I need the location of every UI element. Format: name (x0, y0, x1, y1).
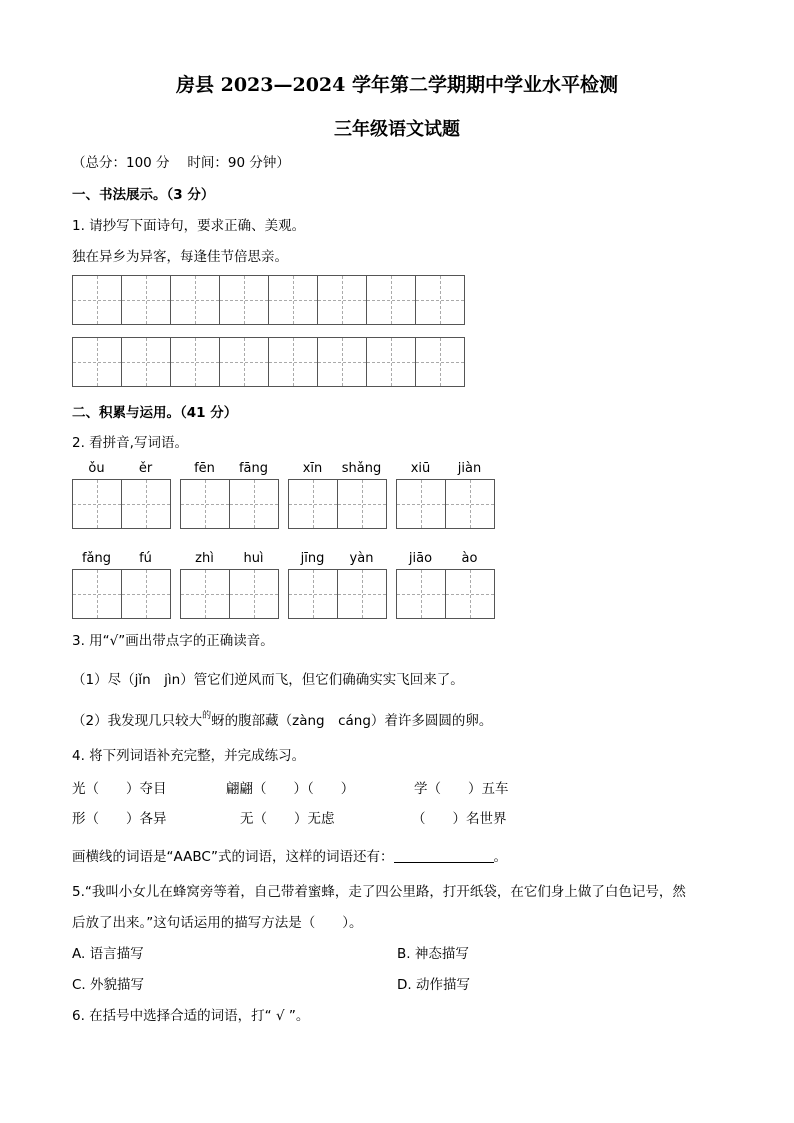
pinyin-label: xīn (302, 461, 323, 476)
q5-text-line1: 5.“我叫小女儿在蜂窝旁等着，自己带着蜜蜂，走了四公里路，打开纸袋，在它们身上做了白色记号，然 (72, 884, 686, 900)
q3-item-1: （1）尽（jǐn jìn）管它们逆风而飞，但它们确确实实飞回来了。 (72, 672, 464, 688)
q4-item: 形（ ）各异 (72, 811, 167, 827)
word-grid[interactable] (396, 569, 495, 619)
answer-blank[interactable] (394, 861, 494, 863)
word-grid[interactable] (288, 479, 387, 529)
writing-grid-row1[interactable] (72, 275, 465, 325)
pinyin-label: ěr (138, 461, 153, 476)
q4-item: 翩翩（ ）（ ） (226, 781, 355, 797)
q5-option-b[interactable]: B. 神态描写 (397, 946, 469, 962)
q5-option-c[interactable]: C. 外貌描写 (72, 977, 145, 993)
q5-text-line2: 后放了出来。”这句话运用的描写方法是（ ）。 (72, 915, 363, 931)
word-grid[interactable] (396, 479, 495, 529)
writing-grid-row2[interactable] (72, 337, 465, 387)
word-grid[interactable] (72, 479, 171, 529)
word-grid[interactable] (180, 569, 279, 619)
pinyin-label: xiū (410, 461, 431, 476)
pinyin-label: zhì (195, 551, 214, 566)
q3-prompt: 3. 用“√”画出带点字的正确读音。 (72, 633, 274, 649)
pinyin-label: yàn (349, 551, 374, 566)
section2-heading: 二、积累与运用。（41 分） (72, 405, 238, 421)
page-title: 房县 2023—2024 学年第二学期期中学业水平检测 (176, 74, 618, 96)
section1-heading: 一、书法展示。（3 分） (72, 187, 215, 203)
q1-prompt: 1. 请抄写下面诗句，要求正确、美观。 (72, 218, 306, 234)
pinyin-label: jiāo (408, 551, 433, 566)
q4-item: 光（ ）夺目 (72, 781, 167, 797)
word-grid[interactable] (288, 569, 387, 619)
word-grid[interactable] (72, 569, 171, 619)
q5-option-d[interactable]: D. 动作描写 (397, 977, 470, 993)
pinyin-label: jīng (300, 551, 325, 566)
pinyin-label: huì (243, 551, 264, 566)
q4-item: （ ）名世界 (412, 811, 507, 827)
q5-option-a[interactable]: A. 语言描写 (72, 946, 144, 962)
pinyin-label: ào (461, 551, 478, 566)
pinyin-label: fēn (194, 461, 215, 476)
pinyin-label: fú (139, 551, 152, 566)
pinyin-label: fǎng (81, 551, 112, 566)
q4-item: 无（ ）无虑 (240, 811, 335, 827)
q4-line: 画横线的词语是“AABC”式的词语，这样的词语还有： 。 (72, 849, 508, 865)
q3-item-2: （2）我发现几只较大$^的$蚜的腹部藏（zàng cáng）着许多圆圆的卵。 (72, 711, 493, 729)
pinyin-label: fāng (238, 461, 269, 476)
q6-prompt: 6. 在括号中选择合适的词语，打“ √ ”。 (72, 1008, 310, 1024)
q2-prompt: 2. 看拼音,写词语。 (72, 435, 188, 451)
q1-poem: 独在异乡为异客，每逢佳节倍思亲。 (72, 249, 288, 265)
exam-info: （总分：100 分 时间：90 分钟） (72, 155, 290, 171)
pinyin-label: jiàn (457, 461, 482, 476)
q4-prompt: 4. 将下列词语补充完整，并完成练习。 (72, 748, 306, 764)
pinyin-label: shǎng (341, 461, 382, 476)
word-grid[interactable] (180, 479, 279, 529)
page-subtitle: 三年级语文试题 (334, 119, 460, 140)
q4-item: 学（ ）五车 (414, 781, 509, 797)
pinyin-label: ǒu (88, 461, 105, 476)
